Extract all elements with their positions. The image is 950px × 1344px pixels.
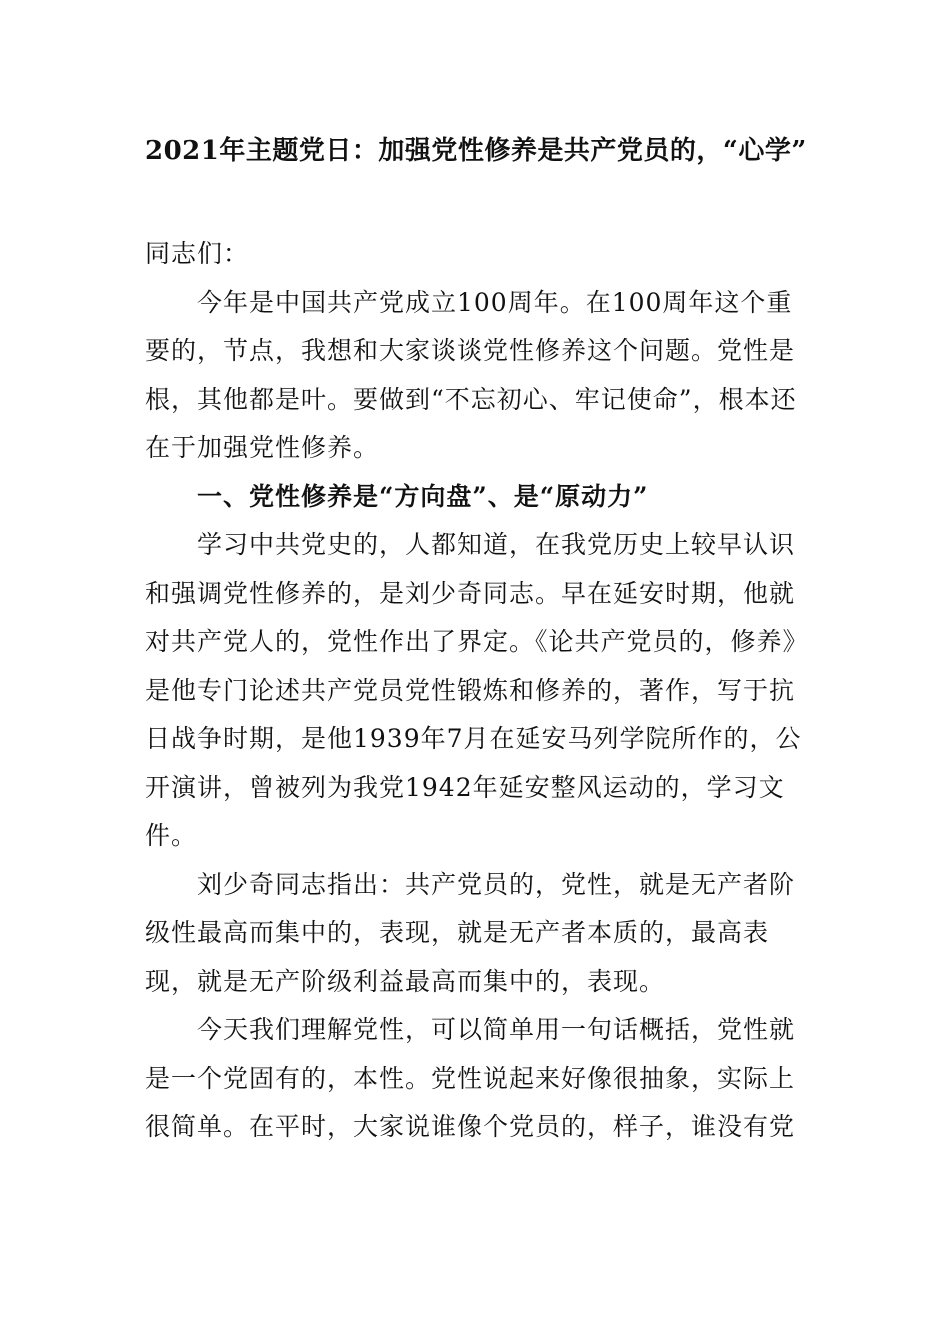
intro-paragraph: 今年是中国共产党成立100周年。在100周年这个重要的，节点，我想和大家谈谈党性修养这个问题。党性是根，其他都是叶。要做到“不忘初心、牢记使命”，根本还在于加强党性修养。: [145, 287, 797, 462]
section-heading: 一、党性修养是“方向盘”、是“原动力”: [197, 481, 649, 511]
body-paragraph: 刘少奇同志指出：共产党员的，党性，就是无产者阶级性最高而集中的，表现，就是无产者本质的，最高表现，就是无产阶级利益最高而集中的，表现。: [145, 869, 796, 996]
document-body: [145, 230, 805, 1152]
document-title: 2021年主题党日：加强党性修养是共产党员的，“心学”: [145, 136, 807, 166]
body-paragraph: 今天我们理解党性，可以简单用一句话概括，党性就是一个党固有的，本性。党性说起来好像很抽象，实际上很简单。在平时，大家说谁像个党员的，样子，谁没有党: [145, 1015, 796, 1141]
salutation-paragraph: 同志们：: [145, 239, 250, 268]
body-paragraph: 学习中共党史的，人都知道，在我党历史上较早认识和强调党性修养的，是刘少奇同志。早在延安时期，他就对共产党人的，党性作出了界定。《论共产党员的，修养》是他专门论述共产党员党性锻炼和修养的，著作，写于抗日战争时期，是他1939年7月在延安马列学院所作的，公开演讲，曾被列为我党1942年延安整风运动的，学习文件。: [145, 530, 802, 850]
